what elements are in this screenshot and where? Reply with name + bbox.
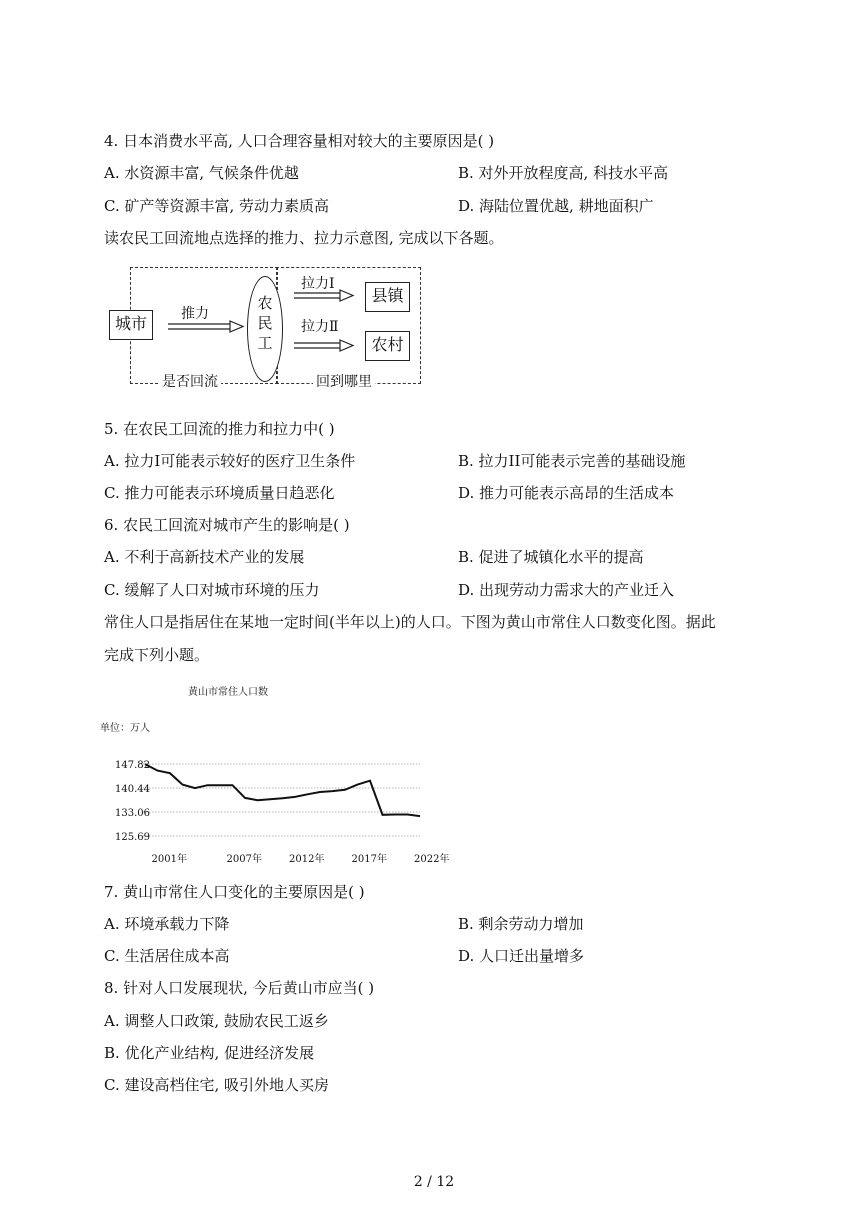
q7-option-d: D. 人口迁出量增多 <box>458 947 585 965</box>
page-number: 2 / 12 <box>413 1174 455 1190</box>
pull-1-arrow <box>294 289 356 303</box>
q4-option-d: D. 海陆位置优越, 耕地面积广 <box>458 197 654 215</box>
q5-option-c: C. 推力可能表示环境质量日趋恶化 <box>104 484 335 502</box>
q4-option-a: A. 水资源丰富, 气候条件优越 <box>104 164 299 182</box>
y-grid <box>143 764 420 836</box>
y-tick-label: 133.06 <box>115 808 150 820</box>
y-tick-label: 125.69 <box>115 832 150 843</box>
x-tick-label: 2001年 <box>151 854 187 865</box>
q5-stem: 5. 在农民工回流的推力和拉力中( ) <box>104 420 335 438</box>
q5-option-b: B. 拉力II可能表示完善的基础设施 <box>458 452 686 470</box>
worker-char-1: 农 <box>257 294 273 312</box>
q7-stem: 7. 黄山市常住人口变化的主要原因是( ) <box>104 883 365 901</box>
chart-intro-line-1: 常住人口是指居住在某地一定时间(半年以上)的人口。下图为黄山市常住人口数变化图。据此 <box>104 613 716 631</box>
population-line-chart <box>100 680 450 870</box>
y-tick-labels <box>115 760 150 843</box>
q4-option-b: B. 对外开放程度高, 科技水平高 <box>458 164 669 182</box>
chart-unit-label: 单位：万人 <box>100 723 150 734</box>
x-tick-label: 2017年 <box>351 854 387 865</box>
q7-option-c: C. 生活居住成本高 <box>104 947 230 965</box>
migrant-worker-node <box>247 276 283 382</box>
y-tick-label: 147.82 <box>115 760 150 771</box>
x-tick-labels <box>152 852 450 865</box>
chart-intro-line-2: 完成下列小题。 <box>104 646 210 664</box>
destination-question-label: 回到哪里 <box>313 373 375 391</box>
city-box: 城市 <box>109 310 153 340</box>
diagram-intro: 读农民工回流地点选择的推力、拉力示意图, 完成以下各题。 <box>104 229 504 247</box>
x-tick-label: 2022年 <box>414 854 450 865</box>
q8-option-b: B. 优化产业结构, 促进经济发展 <box>104 1044 315 1062</box>
series-line <box>145 764 420 816</box>
x-tick-label: 2012年 <box>289 854 325 865</box>
y-tick-label: 140.44 <box>115 784 150 796</box>
q7-option-a: A. 环境承载力下降 <box>104 915 230 933</box>
q4-option-c: C. 矿产等资源丰富, 劳动力素质高 <box>104 197 330 215</box>
q8-option-c: C. 建设高档住宅, 吸引外地人买房 <box>104 1076 330 1094</box>
push-arrow <box>168 320 244 334</box>
chart-title: 黄山市常住人口数 <box>188 687 268 698</box>
county-town-box: 县镇 <box>365 282 410 312</box>
push-label: 推力 <box>181 306 209 322</box>
q5-option-a: A. 拉力I可能表示较好的医疗卫生条件 <box>104 452 356 470</box>
q6-stem: 6. 农民工回流对城市产生的影响是( ) <box>104 516 350 534</box>
return-question-label: 是否回流 <box>159 373 221 391</box>
q6-option-d: D. 出现劳动力需求大的产业迁入 <box>458 581 675 599</box>
q5-option-d: D. 推力可能表示高昂的生活成本 <box>458 484 675 502</box>
q6-option-b: B. 促进了城镇化水平的提高 <box>458 548 644 566</box>
x-tick-label: 2007年 <box>226 854 262 865</box>
pull-2-label: 拉力Ⅱ <box>301 319 339 335</box>
q7-option-b: B. 剩余劳动力增加 <box>458 915 584 933</box>
worker-char-3: 工 <box>257 334 273 352</box>
village-box: 农村 <box>365 331 410 361</box>
pull-2-arrow <box>294 339 356 353</box>
q6-option-a: A. 不利于高新技术产业的发展 <box>104 548 305 566</box>
q8-stem: 8. 针对人口发展现状, 今后黄山市应当( ) <box>104 979 375 997</box>
q6-option-c: C. 缓解了人口对城市环境的压力 <box>104 581 320 599</box>
worker-char-2: 民 <box>257 314 273 332</box>
q8-option-a: A. 调整人口政策, 鼓励农民工返乡 <box>104 1012 329 1030</box>
pull-1-label: 拉力Ⅰ <box>301 276 335 292</box>
q4-stem: 4. 日本消费水平高, 人口合理容量相对较大的主要原因是( ) <box>104 132 495 150</box>
